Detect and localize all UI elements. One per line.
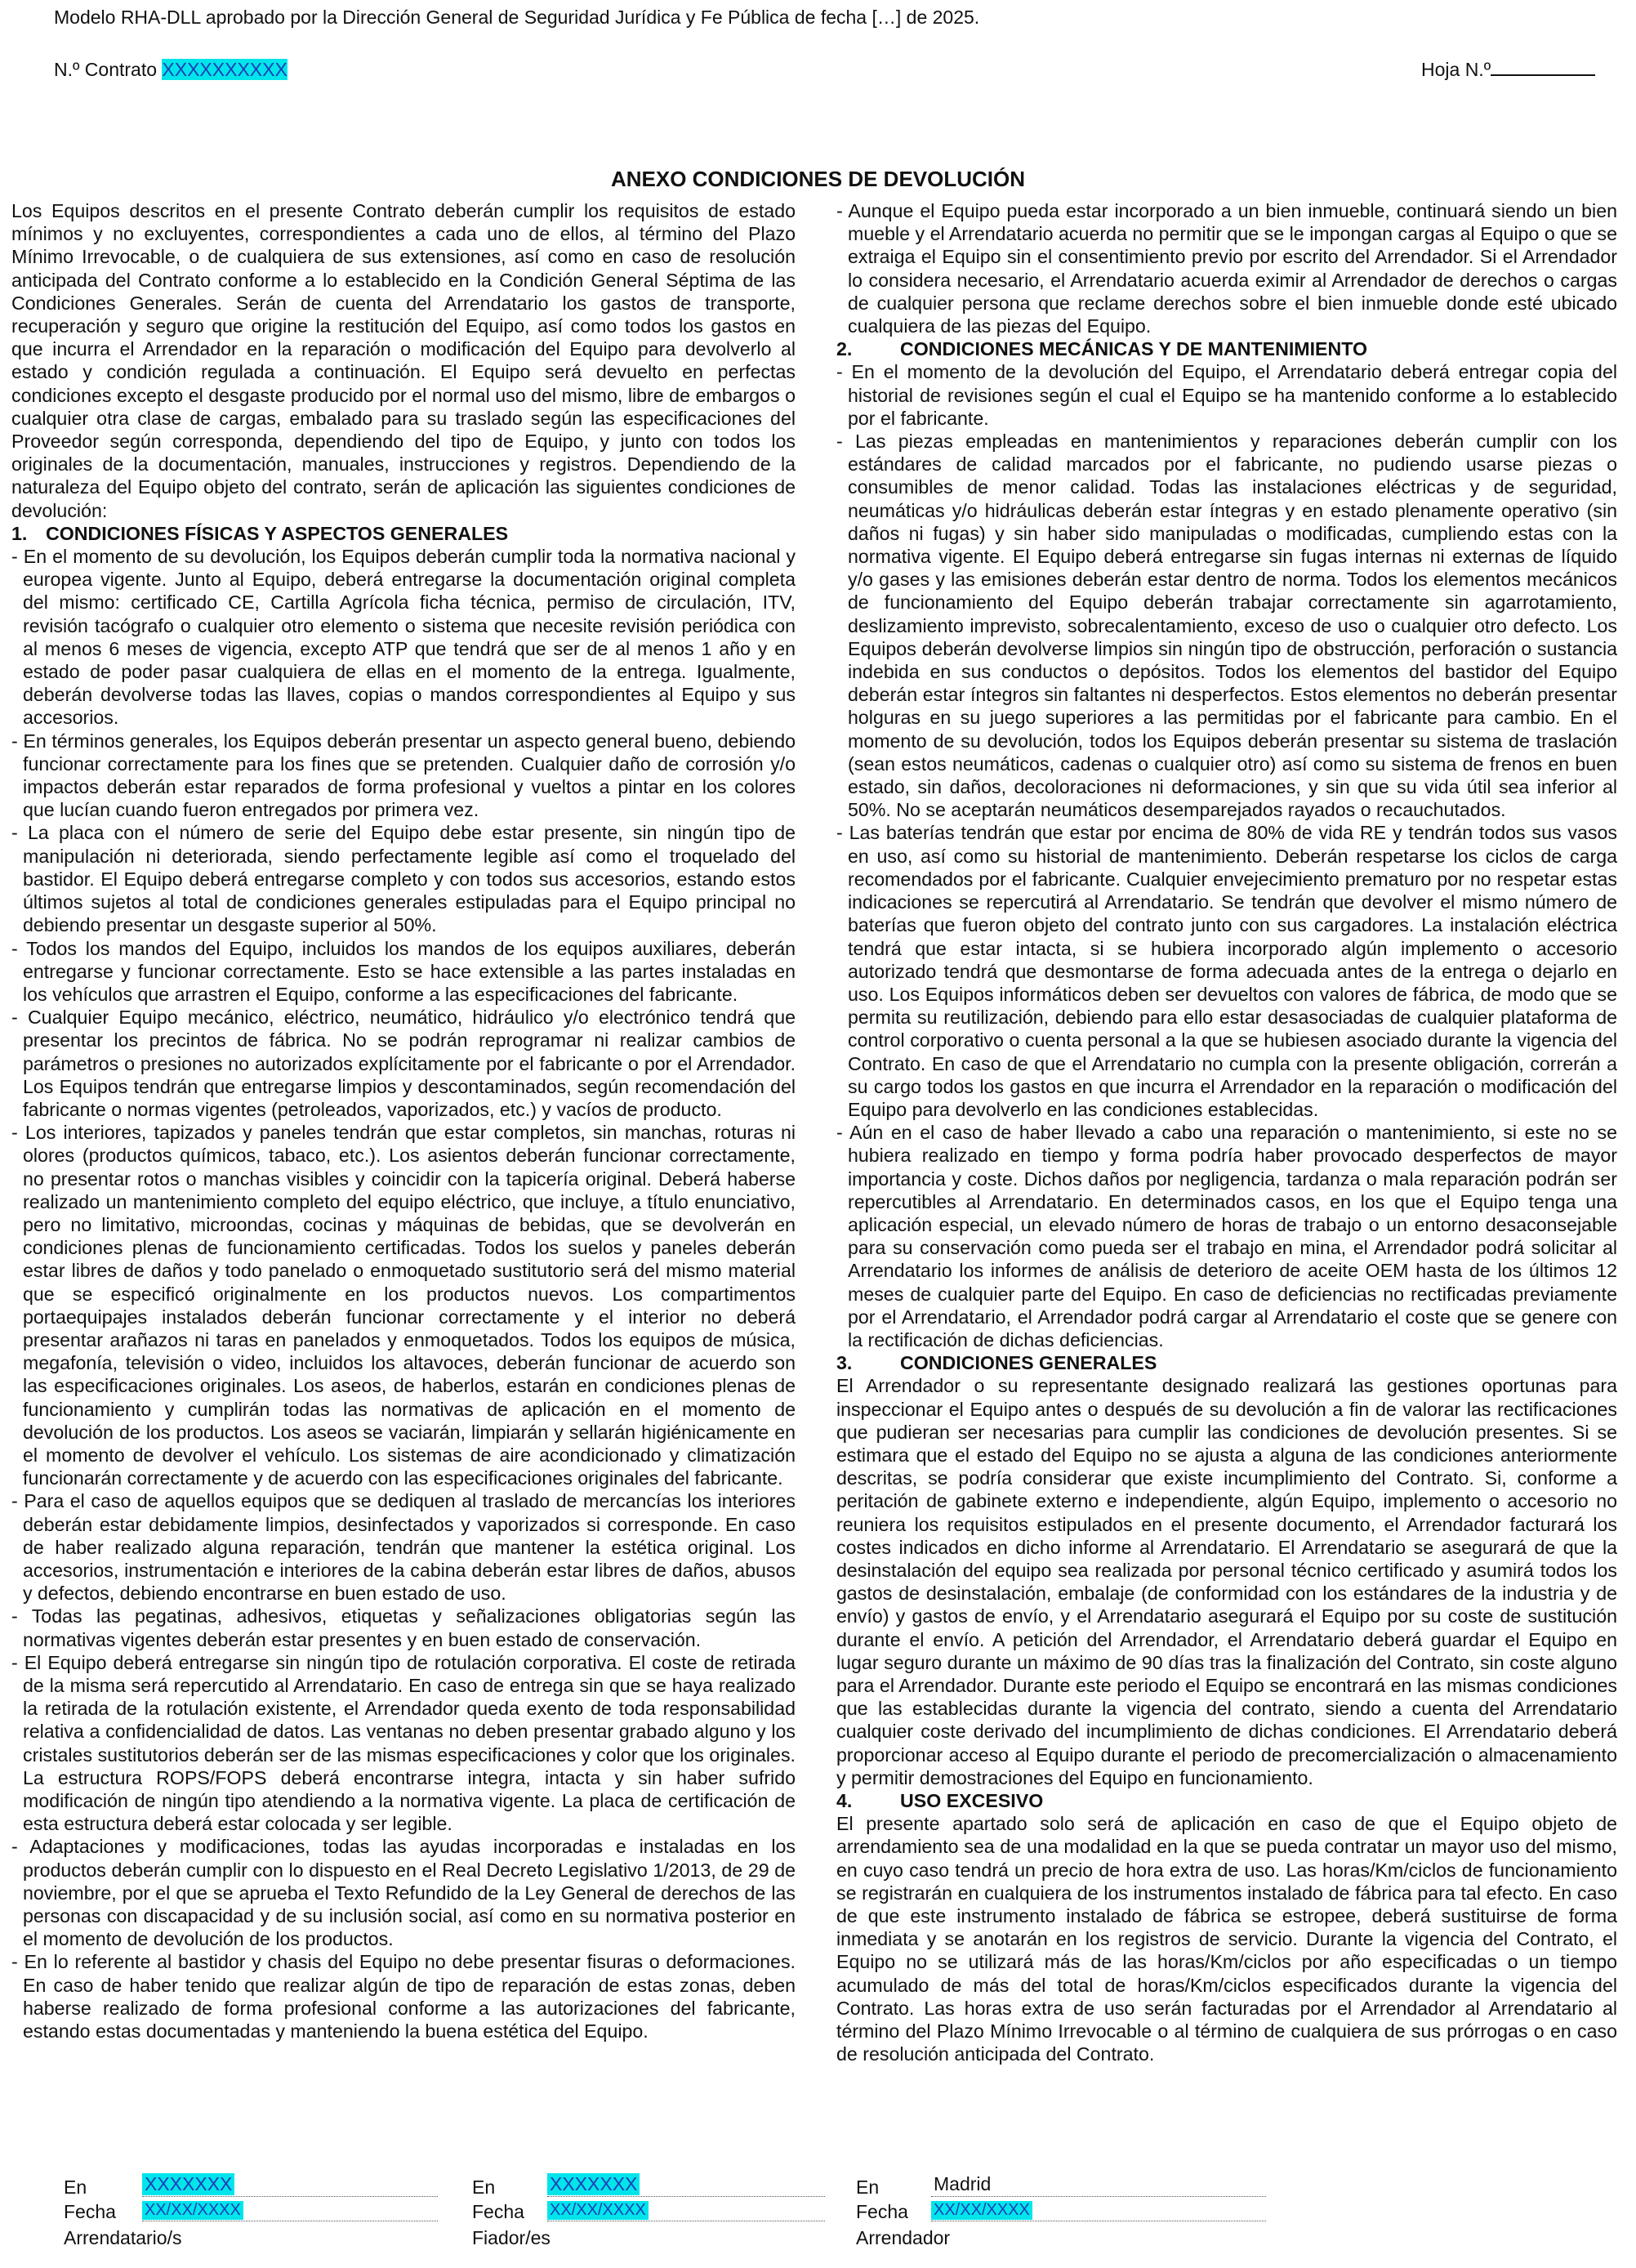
section-heading-2: 2. CONDICIONES MECÁNICAS Y DE MANTENIMIENTO [836, 338, 1368, 360]
date-label: Fecha [856, 2201, 908, 2222]
signature-block-arrendatario [64, 2173, 439, 2255]
right-column [836, 199, 1617, 2065]
place-label: En [64, 2176, 87, 2198]
signer-role: Arrendatario/s [64, 2227, 182, 2248]
place-label: En [472, 2176, 496, 2198]
sheet-number [1421, 59, 1595, 81]
date-field[interactable]: XX/XX/XXXX [547, 2198, 825, 2221]
clause-item: - Para el caso de aquellos equipos que se dediquen al traslado de mercancías los interiores deberán estar debidamente limpios, desinfectados y vaporizados si corresponde. En caso de haber realizado alguna reparación, tendrán que mantener la estética original. Los accesorios, instrumentación e interiores de la cabina deberán estar libres de daños, abusos y defectos, debiendo encontrarse en buen estado de uso. [11, 1490, 796, 1605]
signer-role: Arrendador [856, 2227, 951, 2248]
intro-paragraph: Los Equipos descritos en el presente Contrato deberán cumplir los requisitos de estado mínimos y no excluyentes, correspondientes a cada uno de ellos, al término del Plazo Mínimo Irrevocable, o de cualquiera de sus extensiones, así como en caso de resolución anticipada del Contrato conforme a lo establecido en la Condición General Séptima de las Condiciones Generales. Serán de cuenta del Arrendatario los gastos de transporte, recuperación y seguro que origine la restitución del Equipo, así como todos los gastos en que incurra el Arrendador en la reparación o modificación del Equipo para devolverlo al estado y condición regulada a continuación. El Equipo será devuelto en perfectas condiciones excepto el desgaste producido por el normal uso del mismo, libre de embargos o cualquier otra clase de cargas, embalado para su traslado según las especificaciones del Proveedor según corresponda, dependiendo del tipo de Equipo, y junto con todos los originales de la documentación, manuales, instrucciones y registros. Dependiendo de la naturaleza del Equipo objeto del contrato, serán de aplicación las siguientes condiciones de devolución: [11, 200, 796, 521]
clause-item: - Los interiores, tapizados y paneles tendrán que estar completos, sin manchas, roturas ni olores (productos químicos, tabaco, etc.). Los asientos deberán funcionar correctamente, no presentar rotos o manchas visibles y coincidir con la tapicería original. Deberá haberse realizado un mantenimiento completo del equipo eléctrico, que incluye, a título enunciativo, pero no limitativo, microondas, cocinas y máquinas de bebidas, que se devolverán en condiciones plenas de funcionamiento certificadas. Todos los suelos y paneles deberán estar libres de daños y todo panelado o enmoquetado sustitutorio será del mismo material que se especificó originalmente en los productos nuevos. Los compartimentos portaequipajes instalados deberán funcionar correctamente y el interior no deberá presentar arañazos ni taras en panelados y enmoquetados. Todos los equipos de música, megafonía, televisión o video, incluidos los altavoces, deberán funcionar de acuerdo son las especificaciones originales. Los aseos, de haberlos, estarán en condiciones plenas de funcionamiento y cumplirán todas las normativas de aplicación en el momento de devolución de los productos. Los aseos se vaciarán, limpiarán y sellarán higiénicamente en el momento de devolver el vehículo. Los sistemas de aire acondicionado y climatización funcionarán correctamente y de acuerdo con las especificaciones originales del fabricante. [11, 1122, 796, 1489]
signature-block-arrendador [856, 2173, 1281, 2255]
clause-item: - Todos los mandos del Equipo, incluidos los mandos de los equipos auxiliares, deberán entregarse y funcionar correctamente. Esto se hace extensible a las partes instaladas en los vehículos que arrastren el Equipo, conforme a las especificaciones del fabricante. [11, 937, 796, 1005]
clause-item: - La placa con el número de serie del Equipo debe estar presente, sin ningún tipo de manipulación ni deteriorada, siendo perfectamente legible así como el troquelado del bastidor. El Equipo deberá entregarse completo y con todos sus accesorios, estando estos últimos sujetos al total de condiciones generales estipuladas para el Equipo principal no debiendo presentar un desgaste superior al 50%. [11, 822, 796, 936]
date-label: Fecha [64, 2201, 116, 2222]
place-field[interactable]: XXXXXXX [142, 2173, 438, 2197]
place-field[interactable]: Madrid [931, 2173, 1266, 2197]
clause-item: - Cualquier Equipo mecánico, eléctrico, neumático, hidráulico y/o electrónico tendrá que presentar los precintos de fábrica. No se podrán reprogramar ni realizar cambios de parámetros o presiones no autorizados explícitamente por el fabricante o por el Arrendador. Los Equipos tendrán que entregarse limpios y descontaminados, según recomendación del fabricante o normas vigentes (petroleados, vaporizados, etc.) y vacíos de producto. [11, 1007, 796, 1120]
contract-number [54, 59, 288, 81]
clause-item: - En términos generales, los Equipos deberán presentar un aspecto general bueno, debiendo funcionar correctamente para los fines que se pretenden. Cualquier daño de corrosión y/o impactos deberán estar reparados de forma profesional y vueltos a pintar en los colores que lucían cuando fueron entregados por primera vez. [11, 730, 796, 821]
clause-item: - El Equipo deberá entregarse sin ningún tipo de rotulación corporativa. El coste de retirada de la misma será repercutido al Arrendatario. En caso de entrega sin que se haya realizado la retirada de la rotulación existente, el Arrendador queda exento de toda responsabilidad relativa a confidencialidad de datos. Las ventanas no deben presentar grabado alguno y los cristales sustitutorios deberán ser de las mismas especificaciones y color que los originales. La estructura ROPS/FOPS deberá encontrarse integra, intacta y sin haber sufrido modificación de ningún tipo atendiendo a la normativa vigente. La placa de certificación de esta estructura deberá estar colocada y ser legible. [11, 1651, 796, 1835]
section-4-paragraph: El presente apartado solo será de aplicación en caso de que el Equipo objeto de arrendamiento sea de una modalidad en la que se pueda contratar un mayor uso del mismo, en cuyo caso tendrá un precio de hora extra de uso. Las horas/Km/ciclos de funcionamiento se registrarán en cualquiera de los instrumentos instalado de fábrica para tal efecto. En caso de que este instrumento instalado de fábrica se estropee, deberá sustituirse de forma inmediata y se anotarán en los registros de servicio. Durante la vigencia del Contrato, el Equipo no se utilizará más de las horas/Km/ciclos por año especificadas o un tiempo acumulado de más del total de horas/Km/ciclos especificados durante la vigencia del Contrato. Las horas extra de uso serán facturadas por el Arrendador al Arrendatario al término del Plazo Mínimo Irrevocable o al término de cualquiera de sus prórrogas o en caso de resolución anticipada del Contrato. [836, 1813, 1617, 2065]
sheet-label: Hoja N.º [1421, 59, 1491, 80]
clause-item: - Adaptaciones y modificaciones, todas las ayudas incorporadas e instaladas en los productos deberán cumplir con lo dispuesto en el Real Decreto Legislativo 1/2013, de 29 de noviembre, por el que se aprueba el Texto Refundido de la Ley General de derechos de las personas con discapacidad y de su inclusión social, así como en su normativa posterior en el momento de devolución de los productos. [11, 1836, 796, 1950]
section-heading-3: 3. CONDICIONES GENERALES [836, 1352, 1157, 1374]
signer-role: Fiador/es [472, 2227, 551, 2248]
model-note: Modelo RHA-DLL aprobado por la Dirección General de Seguridad Jurídica y Fe Pública de fecha […] de 2025. [54, 7, 980, 28]
contract-value: XXXXXXXXXX [162, 59, 288, 80]
clause-item: - Las piezas empleadas en mantenimientos y reparaciones deberán cumplir con los estándares de calidad marcados por el fabricante, no pudiendo usarse piezas o consumibles de menor calidad. Todas las instalaciones eléctricas y de seguridad, neumáticas y/o hidráulicas deberán estar íntegras y en estado plenamente operativo (sin daños ni fugas) y sin haber sido manipuladas o modificadas, cumpliendo estas con la normativa vigente. El Equipo deberá entregarse sin fugas internas ni externas de líquido y/o gases y las emisiones deberán estar dentro de norma. Todos los elementos mecánicos de funcionamiento del Equipo deberán trabajar correctamente sin agarrotamiento, deslizamiento imprevisto, sobrecalentamiento, exceso de uso o cualquier otro defecto. Los Equipos deberán devolverse limpios sin ningún tipo de obstrucción, perforación o sustancia indebida en sus conductos o depósitos. Todos los elementos del bastidor del Equipo deberán estar íntegros sin faltantes ni desperfectos. Estos elementos no deberán presentar holguras en su juego superiores a las permitidas por el fabricante para cambio. En el momento de su devolución, todos los Equipos deberán presentar su sistema de traslación (sean estos neumáticos, cadenas o cualquier otro) así como su sistema de frenos en buen estado, sin daños, decoloraciones ni deformaciones, y sin que su vida útil sea inferior al 50%. No se aceptarán neumáticos desemparejados rayados o recauchutados. [836, 431, 1617, 821]
clause-item: - En el momento de su devolución, los Equipos deberán cumplir toda la normativa nacional y europea vigente. Junto al Equipo, deberá entregarse la documentación original completa del mismo: certificado CE, Cartilla Agrícola ficha técnica, permiso de circulación, ITV, revisión tacógrafo o cualquier otro elemento o sistema que necesite revisión periódica con al menos 6 meses de vigencia, excepto ATP que tendrá que ser de al menos 1 año y en estado de poder pasar cualquiera de ellas en el momento de la entrega. Igualmente, deberán devolverse todas las llaves, copias o mandos correspondientes al Equipo y sus accesorios. [11, 546, 796, 729]
place-label: En [856, 2176, 880, 2198]
clause-item: - Aún en el caso de haber llevado a cabo una reparación o mantenimiento, si este no se hubiera realizado en tiempo y forma podría haber provocado desperfectos de mayor importancia y coste. Dichos daños por negligencia, tardanza o mala reparación podrán ser repercutibles al Arrendatario. En determinados casos, en los que el Equipo tenga una aplicación especial, un elevado número de horas de trabajo o un entorno desaconsejable para su conservación como pueda ser el trabajo en mina, el Arrendador podrá solicitar al Arrendatario los informes de análisis de deterioro de aceite OEM hasta de los últimos 12 meses de cualquier parte del Equipo. En caso de deficiencias no rectificadas previamente por el Arrendatario, el Arrendador podrá cargar al Arrendatario el coste que se genere con la rectificación de dichas deficiencias. [836, 1122, 1617, 1351]
clause-item: - En el momento de la devolución del Equipo, el Arrendatario deberá entregar copia del historial de revisiones según el cual el Equipo se ha mantenido conforme a lo establecido por el fabricante. [836, 361, 1617, 429]
clause-item: - Aunque el Equipo pueda estar incorporado a un bien inmueble, continuará siendo un bien mueble y el Arrendatario acuerda no permitir que se le impongan cargas al Equipo o que se extraiga el Equipo sin el consentimiento previo por escrito del Arrendador. Si el Arrendador lo considera necesario, el Arrendatario acuerda eximir al Arrendador de derechos o cargas de cualquier persona que reclame derechos sobre el bien inmueble donde esté ubicado cualquiera de las piezas del Equipo. [836, 200, 1617, 337]
contract-label: N.º Contrato [54, 59, 158, 80]
clause-item: - Todas las pegatinas, adhesivos, etiquetas y señalizaciones obligatorias según las normativas vigentes deberán estar presentes y en buen estado de conservación. [11, 1605, 796, 1650]
section-heading-4: 4. USO EXCESIVO [836, 1790, 1044, 1812]
date-label: Fecha [472, 2201, 524, 2222]
signature-block-fiador [472, 2173, 831, 2255]
clause-item: - En lo referente al bastidor y chasis del Equipo no debe presentar fisuras o deformaciones. En caso de haber tenido que realizar algún de tipo de reparación de estas zonas, deben haberse realizado de forma profesional conforme a las autorizaciones del fabricante, estando estas documentadas y manteniendo la buena estética del Equipo. [11, 1951, 796, 2043]
section-3-paragraph: El Arrendador o su representante designado realizará las gestiones oportunas para inspeccionar el Equipo antes o después de su devolución a fin de valorar las rectificaciones que pudieran ser necesarias para cumplir las condiciones de devolución presentes. Si se estimara que el estado del Equipo no se ajusta a alguna de las condiciones anteriormente descritas, se podría considerar que existe incumplimiento del Contrato. Si, conforme a peritación de gabinete externo e independiente, algún Equipo, implemento o accesorio no reuniera los requisitos estipulados en el presente documento, el Arrendador facturará los costes indicados en dicho informe al Arrendatario. El Arrendatario se asegurará de que la desinstalación del equipo sea realizada por personal técnico certificado y asumirá todos los gastos de desinstalación, embalaje (de conformidad con los estándares de la industria y de envío) y gastos de envío, y el Arrendatario asegurará el Equipo por su coste de sustitución durante el envío. A petición del Arrendador, el Arrendatario deberá guardar el Equipo en lugar seguro durante un máximo de 90 días tras la finalización del Contrato, sin coste alguno para el Arrendador. Durante este periodo el Equipo se encontrará en las mismas condiciones que las establecidas durante la vigencia del contrato, siendo a cuenta del Arrendatario cualquier coste derivado del incumplimiento de dichas condiciones. El Arrendatario deberá proporcionar acceso al Equipo durante el periodo de precomercialización o almacenamiento y permitir demostraciones del Equipo en funcionamiento. [836, 1375, 1617, 1788]
place-field[interactable]: XXXXXXX [547, 2173, 825, 2197]
page-title: ANEXO CONDICIONES DE DEVOLUCIÓN [610, 167, 1026, 191]
section-heading-1: 1. CONDICIONES FÍSICAS Y ASPECTOS GENERALES [11, 522, 509, 544]
date-field[interactable]: XX/XX/XXXX [142, 2198, 438, 2221]
clause-item: - Las baterías tendrán que estar por encima de 80% de vida RE y tendrán todos sus vasos en uso, así como su historial de mantenimiento. Deberán respetarse los ciclos de carga recomendados por el fabricante. Cualquier envejecimiento prematuro por no respetar estas indicaciones se repercutirá al Arrendatario. Se tendrán que devolver el mismo número de baterías que fueron objeto del contrato junto con sus cargadores. La instalación eléctrica tendrá que estar intacta, si se hubiera incorporado algún implemento o accesorio autorizado tendrá que desmontarse de forma adecuada antes de la entrega o dejarlo en uso. Los Equipos informáticos deben ser devueltos con valores de fábrica, de modo que se permita su reutilización, debiendo para ello estar desasociadas de cualquier plataforma de control corporativo o cuenta personal a la que se hubiesen asociado durante la vigencia del Contrato. En caso de que el Arrendatario no cumpla con la presente obligación, correrán a su cargo todos los gastos en que incurra el Arrendador en la reparación o modificación del Equipo para devolverlo en las condiciones establecidas. [836, 822, 1617, 1120]
left-column [11, 199, 796, 2043]
date-field[interactable]: XX/XX/XXXX [931, 2198, 1266, 2221]
sheet-blank [1491, 60, 1595, 76]
